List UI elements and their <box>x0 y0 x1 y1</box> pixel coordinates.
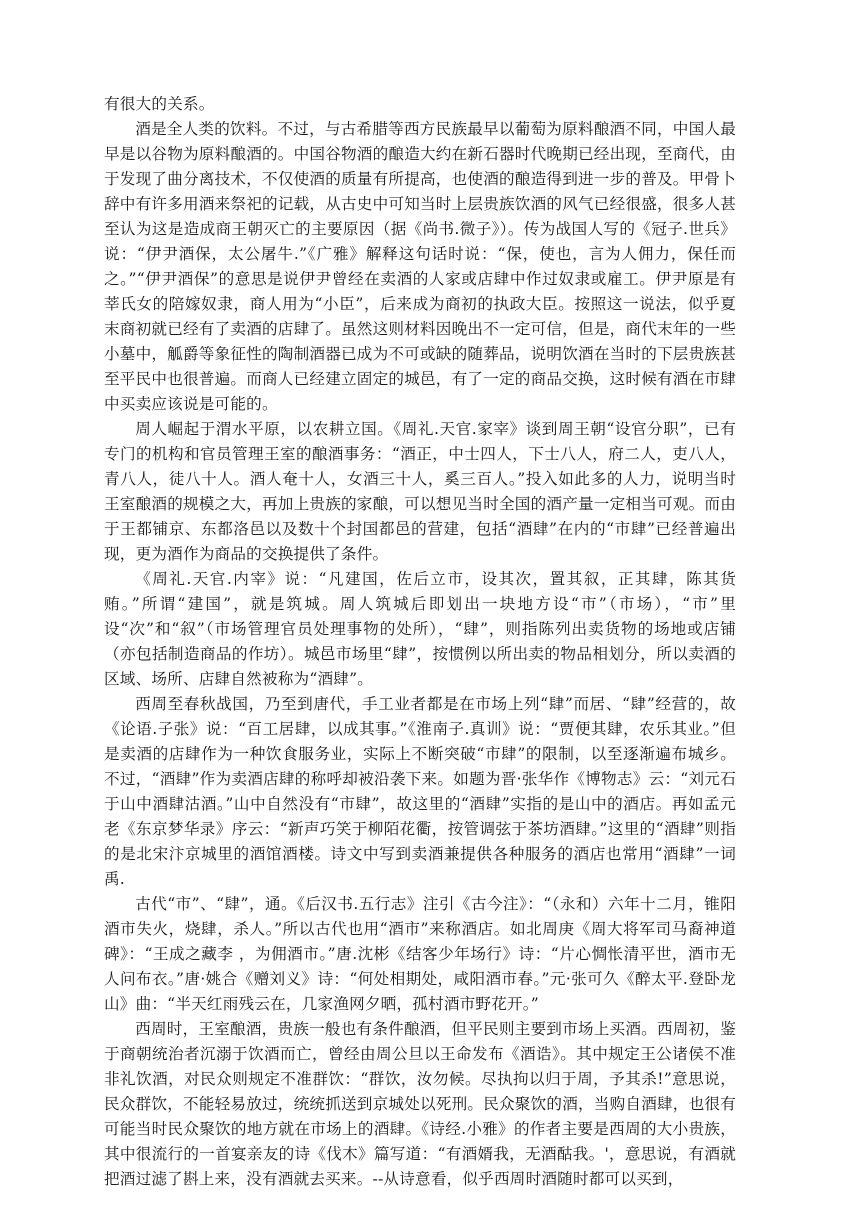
paragraph-5: 西周至春秋战国，乃至到唐代，手工业者都是在市场上列“肆”而居、“肆”经营的，故《论语.子张》说：“百工居肆，以成其事。”《淮南子.真训》说：“贾便其肆，农乐其业。”但是卖酒的店肆作为一种饮食服务业，实际上不断突破“市肆”的限制，以至逐渐遍布城乡。不过，“酒肆”作为卖酒店肆的称呼却被沿袭下来。如题为晋·张华作《博物志》云：“刘元石于山中酒肆沽酒。”山中自然没有“市肆”，故这里的“酒肆”实指的是山中的酒店。再如孟元老《东京梦华录》序云：“新声巧笑于柳陌花衢，按管调弦于茶坊酒肆。”这里的“酒肆”则指的是北宋汴京城里的酒馆酒楼。诗文中写到卖酒兼提供各种服务的酒店也常用“酒肆”一词禹. <box>104 695 736 888</box>
paragraph-4: 《周礼.天官.内宰》说：“凡建国，佐后立市，设其次，置其叙，正其肆，陈其货贿。”所谓“建国”，就是筑城。周人筑城后即划出一块地方设“市”（市场），“市”里设“次”和“叙”（市场管理官员处理事物的处所），“肆”，则指陈列出卖货物的场地或店铺（亦包括制造商品的作坊）。城邑市场里“肆”，按惯例以所出卖的物品相划分，所以卖酒的区域、场所、店肆自然被称为“酒肆”。 <box>104 570 736 688</box>
paragraph-2: 酒是全人类的饮料。不过，与古希腊等西方民族最早以葡萄为原料酿酒不同，中国人最早是以谷物为原料酿酒的。中国谷物酒的酿造大约在新石器时代晚期已经出现，至商代，由于发现了曲分离技术，不仅使酒的质量有所提高，也使酒的酿造得到进一步的普及。甲骨卜辞中有许多用酒来祭祀的记载，从古史中可知当时上层贵族饮酒的风气已经很盛，很多人甚至认为这是造成商王朝灭亡的主要原因（据《尚书.微子》）。传为战国人写的《冠子.世兵》说：“伊尹酒保，太公屠牛.”《广雅》解释这句话时说：“保，使也，言为人佣力，保任而之。”“伊尹酒保”的意思是说伊尹曾经在卖酒的人家或店肆中作过奴隶或雇工。伊尹原是有莘氏女的陪嫁奴隶，商人用为“小臣”，后来成为商初的执政大臣。按照这一说法，似乎夏末商初就已经有了卖酒的店肆了。虽然这则材料因晚出不一定可信，但是，商代末年的一些小墓中，觚爵等象征性的陶制酒器已成为不可或缺的随葬品，说明饮酒在当时的下层贵族甚至平民中也很普遍。而商人已经建立固定的城邑，有了一定的商品交换，这时候有酒在市肆中买卖应该说是可能的。 <box>104 120 736 413</box>
paragraph-7: 西周时，王室酿酒，贵族一般也有条件酿酒，但平民则主要到市场上买酒。西周初，鉴于商朝统治者沉溺于饮酒而亡，曾经由周公旦以王命发布《酒诰》。其中规定王公诸侯不准非礼饮酒，对民众则规定不准群饮：“群饮，汝勿候。尽执拘以归于周，予其杀!”意思说，民众群饮，不能轻易放过，统统抓送到京城处以死刑。民众聚饮的酒，当购自酒肆，也很有可能当时民众聚饮的地方就在市场上的酒肆。《诗经.小雅》的作者主要是西周的大小贵族，其中很流行的一首宴亲友的诗《伐木》篇写道：“有酒婿我，无酒酤我。'，意思说，有酒就把酒过滤了斟上来，没有酒就去买来。--从诗意看，似乎西周时酒随时都可以买到， <box>104 1020 736 1188</box>
paragraph-6: 古代“市”、“肆”，通。《后汉书.五行志》注引《古今注》：“（永和）六年十二月，锥阳酒市失火，烧肆，杀人。”所以古代也用“酒市”来称酒店。如北周庚《周大将军司马裔神道碑》：“王成之藏李 ，为佣酒市。”唐.沈彬《结客少年场行》诗：“片心惆怅清平世，酒市无人问布衣。”唐·姚合《赠刘义》诗：“何处相期处，咸阳酒市春。”元·张可久《醉太平.登卧龙山》曲：“半天红雨残云在，几家渔网夕晒，孤村酒市野花开。” <box>104 895 736 1013</box>
document-body <box>104 92 736 1192</box>
paragraph-3: 周人崛起于渭水平原，以农耕立国。《周礼.天官.家宰》谈到周王朝“设官分职”，已有专门的机构和官员管理王室的酿酒事务：“酒正，中士四人，下士八人，府二人，吏八人，青八人，徒八十人。酒人奄十人，女酒三十人，奚三百人。”投入如此多的人力，说明当时王室酿酒的规模之大，再加上贵族的家酿，可以想见当时全国的酒产量一定相当可观。而由于王都铺京、东都洛邑以及数十个封国都邑的营建，包括“酒肆”在内的“市肆”已经普遍出现，更为酒作为商品的交换提供了条件。 <box>104 420 736 563</box>
paragraph-1: 有很大的关系。 <box>104 95 215 113</box>
